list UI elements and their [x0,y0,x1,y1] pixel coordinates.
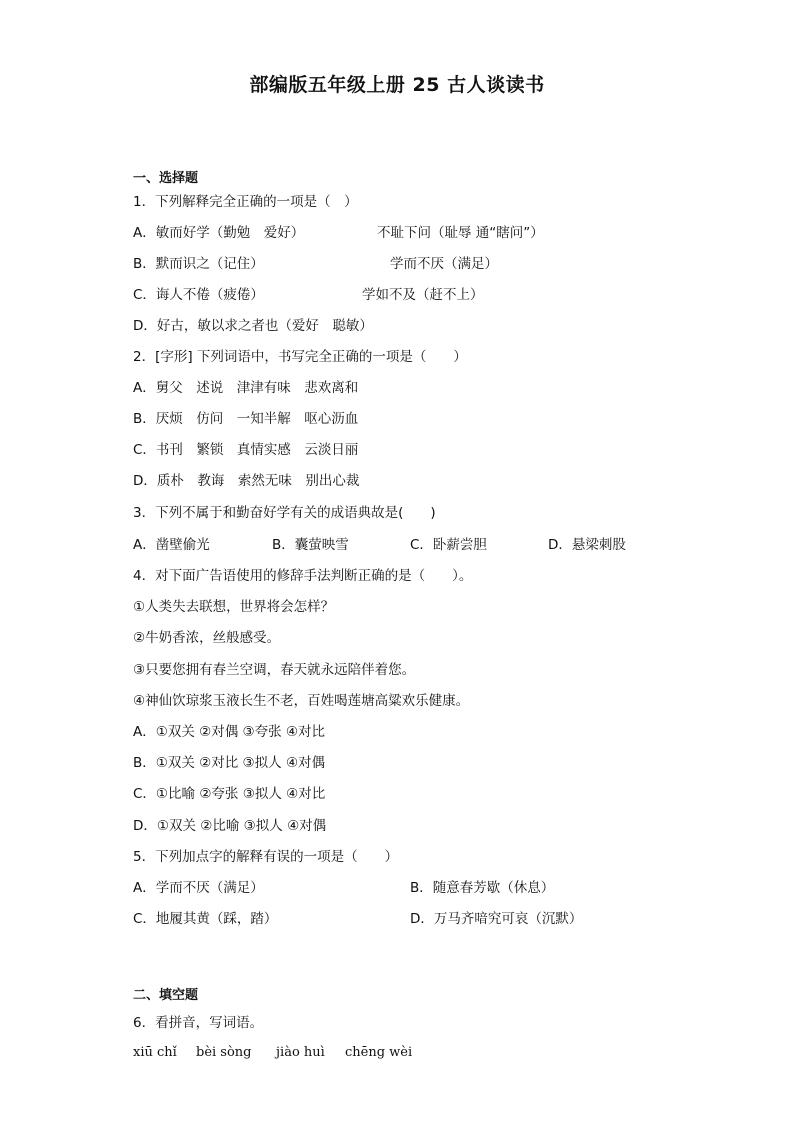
q5-option-d: D．万马齐喑究可哀（沉默） [410,911,583,927]
q2-option-a: A．舅父 述说 津津有味 悲欢离和 [133,380,359,396]
q1-option-c-right: 学如不及（赶不上） [362,287,484,303]
section-heading-fill-blank: 二、填空题 [133,988,199,1003]
q3-option-a: A．凿壁偷光 [133,537,210,553]
q3-option-c: C．卧薪尝胆 [410,537,487,553]
q4-statement-4: ④神仙饮琼浆玉液长生不老，百姓喝莲塘高粱欢乐健康。 [133,693,470,709]
q1-option-b-right: 学而不厌（满足） [390,256,498,272]
question-1-stem: 1．下列解释完全正确的一项是（ ） [133,194,358,210]
pinyin-3: jiào huì [276,1045,325,1060]
pinyin-4: chēng wèi [345,1045,413,1060]
question-5-stem: 5．下列加点字的解释有误的一项是（ ） [133,849,399,865]
page-title: 部编版五年级上册 25 古人谈读书 [249,74,545,96]
q4-option-c: C．①比喻 ②夸张 ③拟人 ④对比 [133,786,326,802]
q2-option-c: C．书刊 繁锁 真情实感 云淡日丽 [133,442,359,458]
q4-statement-3: ③只要您拥有春兰空调，春天就永远陪伴着您。 [133,662,416,678]
q2-option-d: D．质朴 教诲 索然无味 别出心裁 [133,473,360,489]
q1-option-a-right: 不耻下问（耻辱 通“瞎问”） [377,225,544,241]
question-4-stem: 4．对下面广告语使用的修辞手法判断正确的是（ ）。 [133,568,473,584]
q1-option-a: A．敏而好学（勤勉 爱好） [133,225,305,241]
q4-option-a: A．①双关 ②对偶 ③夸张 ④对比 [133,724,326,740]
q3-option-b: B．囊萤映雪 [272,537,349,553]
q4-statement-1: ①人类失去联想，世界将会怎样？ [133,599,335,615]
q4-option-b: B．①双关 ②对比 ③拟人 ④对偶 [133,755,326,771]
pinyin-1: xiū chǐ [133,1045,177,1060]
q5-option-a: A．学而不厌（满足） [133,880,264,896]
q2-option-b: B．厌烦 仿问 一知半解 呕心沥血 [133,411,359,427]
q5-option-b: B．随意春芳歇（休息） [410,880,555,896]
section-heading-choice: 一、选择题 [133,171,199,186]
question-6-stem: 6．看拼音，写词语。 [133,1015,264,1031]
q1-option-c: C．诲人不倦（疲倦） [133,287,264,303]
q3-option-d: D．悬梁刺股 [548,537,626,553]
q5-option-c: C．地履其黄（踩，踏） [133,911,278,927]
q1-option-d: D．好古，敏以求之者也（爱好 聪敏） [133,318,373,334]
q4-statement-2: ②牛奶香浓，丝般感受。 [133,630,281,646]
question-3-stem: 3．下列不属于和勤奋好学有关的成语典故是( ) [133,505,436,521]
pinyin-2: bèi sòng [196,1045,252,1060]
q1-option-b: B．默而识之（记住） [133,256,264,272]
question-2-stem: 2．[字形] 下列词语中，书写完全正确的一项是（ ） [133,349,467,365]
q4-option-d: D．①双关 ②比喻 ③拟人 ④对偶 [133,818,327,834]
